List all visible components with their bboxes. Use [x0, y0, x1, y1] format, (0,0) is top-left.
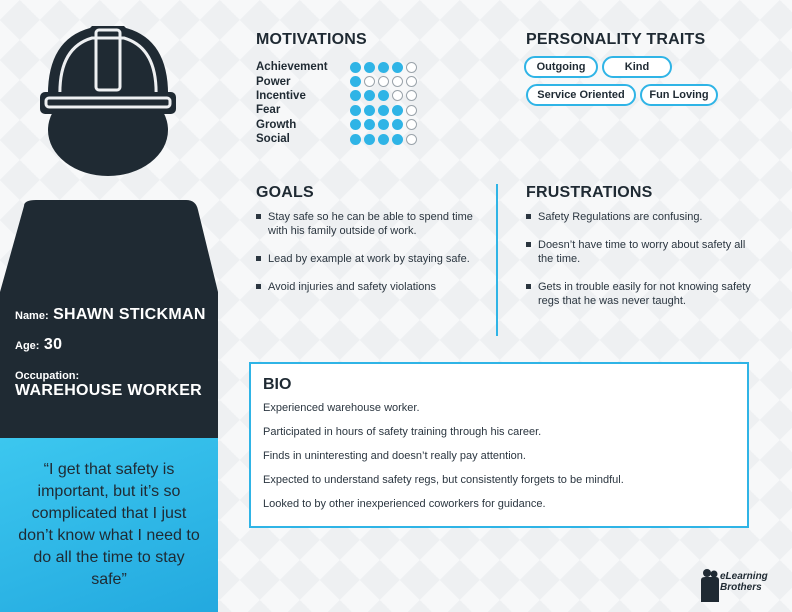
logo-text-line1: eLearning: [720, 571, 768, 582]
rating-dot-filled: [364, 119, 375, 130]
rating-dot-filled: [350, 105, 361, 116]
rating-dot-empty: [406, 76, 417, 87]
rating-dot-filled: [350, 119, 361, 130]
trait-tag: Fun Loving: [640, 84, 718, 106]
rating-dot-filled: [350, 76, 361, 87]
rating-dots: [350, 134, 417, 145]
goals-list: [256, 210, 478, 294]
goal-item: Avoid injuries and safety violations: [256, 280, 478, 294]
frustrations-list: [526, 210, 752, 308]
persona-name: SHAWN STICKMAN: [53, 306, 206, 323]
trait-tag: Kind: [602, 56, 672, 78]
rating-dot-empty: [392, 90, 403, 101]
motivation-label: Power: [256, 75, 291, 88]
motivation-label: Growth: [256, 118, 297, 131]
rating-dot-empty: [364, 76, 375, 87]
goal-item: Stay safe so he can be able to spend time with his family outside of work.: [256, 210, 478, 238]
rating-dot-empty: [406, 134, 417, 145]
rating-dot-empty: [392, 76, 403, 87]
persona-avatar: [0, 0, 218, 292]
rating-dot-filled: [378, 105, 389, 116]
section-divider: [496, 184, 498, 336]
motivation-row: [256, 118, 417, 132]
rating-dot-empty: [406, 119, 417, 130]
rating-dot-filled: [378, 90, 389, 101]
persona-info-panel: [0, 292, 218, 438]
motivation-label: Achievement: [256, 61, 328, 74]
motivation-row: [256, 74, 417, 88]
rating-dot-empty: [378, 76, 389, 87]
rating-dot-filled: [364, 134, 375, 145]
rating-dot-filled: [378, 119, 389, 130]
avatar-body: [0, 200, 218, 292]
name-label: Name:: [15, 310, 49, 322]
logo-text: [720, 571, 768, 593]
rating-dot-filled: [364, 62, 375, 73]
frustration-item: Doesn’t have time to worry about safety all the time.: [526, 238, 752, 266]
rating-dot-filled: [378, 134, 389, 145]
motivation-label: Incentive: [256, 89, 306, 102]
rating-dot-filled: [392, 134, 403, 145]
trait-tag: Outgoing: [524, 56, 598, 78]
rating-dot-filled: [392, 105, 403, 116]
motivation-row: [256, 132, 417, 146]
persona-age: 30: [43, 336, 63, 353]
motivation-row: [256, 103, 417, 117]
motivations-heading: MOTIVATIONS: [256, 31, 367, 48]
rating-dot-filled: [350, 90, 361, 101]
rating-dot-empty: [406, 62, 417, 73]
rating-dots: [350, 105, 417, 116]
trait-tag: Service Oriented: [526, 84, 636, 106]
frustration-item: Safety Regulations are confusing.: [526, 210, 752, 224]
rating-dot-filled: [392, 119, 403, 130]
frustrations-heading: FRUSTRATIONS: [526, 184, 653, 201]
bio-line: Looked to by other inexperienced coworkers for guidance.: [263, 498, 546, 510]
rating-dot-empty: [406, 105, 417, 116]
frustration-item: Gets in trouble easily for not knowing safety regs that he was never taught.: [526, 280, 752, 308]
rating-dots: [350, 76, 417, 87]
rating-dot-empty: [406, 90, 417, 101]
hard-hat-icon: [40, 26, 176, 114]
rating-dots: [350, 90, 417, 101]
age-label: Age:: [15, 340, 40, 352]
name-line: [15, 306, 206, 324]
traits-heading: PERSONALITY TRAITS: [526, 31, 706, 48]
goals-heading: GOALS: [256, 184, 314, 201]
occupation-line: [15, 382, 202, 400]
rating-dots: [350, 62, 417, 73]
age-line: [15, 336, 62, 354]
rating-dot-filled: [378, 62, 389, 73]
rating-dot-filled: [364, 90, 375, 101]
motivations-list: [256, 60, 417, 146]
motivation-label: Fear: [256, 104, 281, 117]
goal-item: Lead by example at work by staying safe.: [256, 252, 478, 266]
motivation-row: [256, 89, 417, 103]
elearning-brothers-logo-icon: [700, 568, 720, 602]
rating-dot-filled: [350, 134, 361, 145]
bio-line: Experienced warehouse worker.: [263, 402, 420, 414]
motivation-row: [256, 60, 417, 74]
persona-quote: “I get that safety is important, but it’s so complicated that I just don’t know what I need to do all the time to stay safe”: [18, 461, 200, 588]
bio-line: Participated in hours of safety training through his career.: [263, 426, 542, 438]
rating-dot-filled: [350, 62, 361, 73]
rating-dots: [350, 119, 417, 130]
occupation-label: Occupation:: [15, 370, 80, 382]
persona-occupation: WAREHOUSE WORKER: [15, 382, 203, 399]
bio-box: [249, 362, 749, 528]
quote-panel: [0, 438, 218, 612]
logo-text-line2: Brothers: [720, 582, 762, 593]
bio-heading: BIO: [263, 376, 292, 393]
rating-dot-filled: [364, 105, 375, 116]
motivation-label: Social: [256, 133, 290, 146]
rating-dot-filled: [392, 62, 403, 73]
bio-line: Expected to understand safety regs, but consistently forgets to be mindful.: [263, 474, 624, 486]
bio-line: Finds in uninteresting and doesn’t really pay attention.: [263, 450, 526, 462]
